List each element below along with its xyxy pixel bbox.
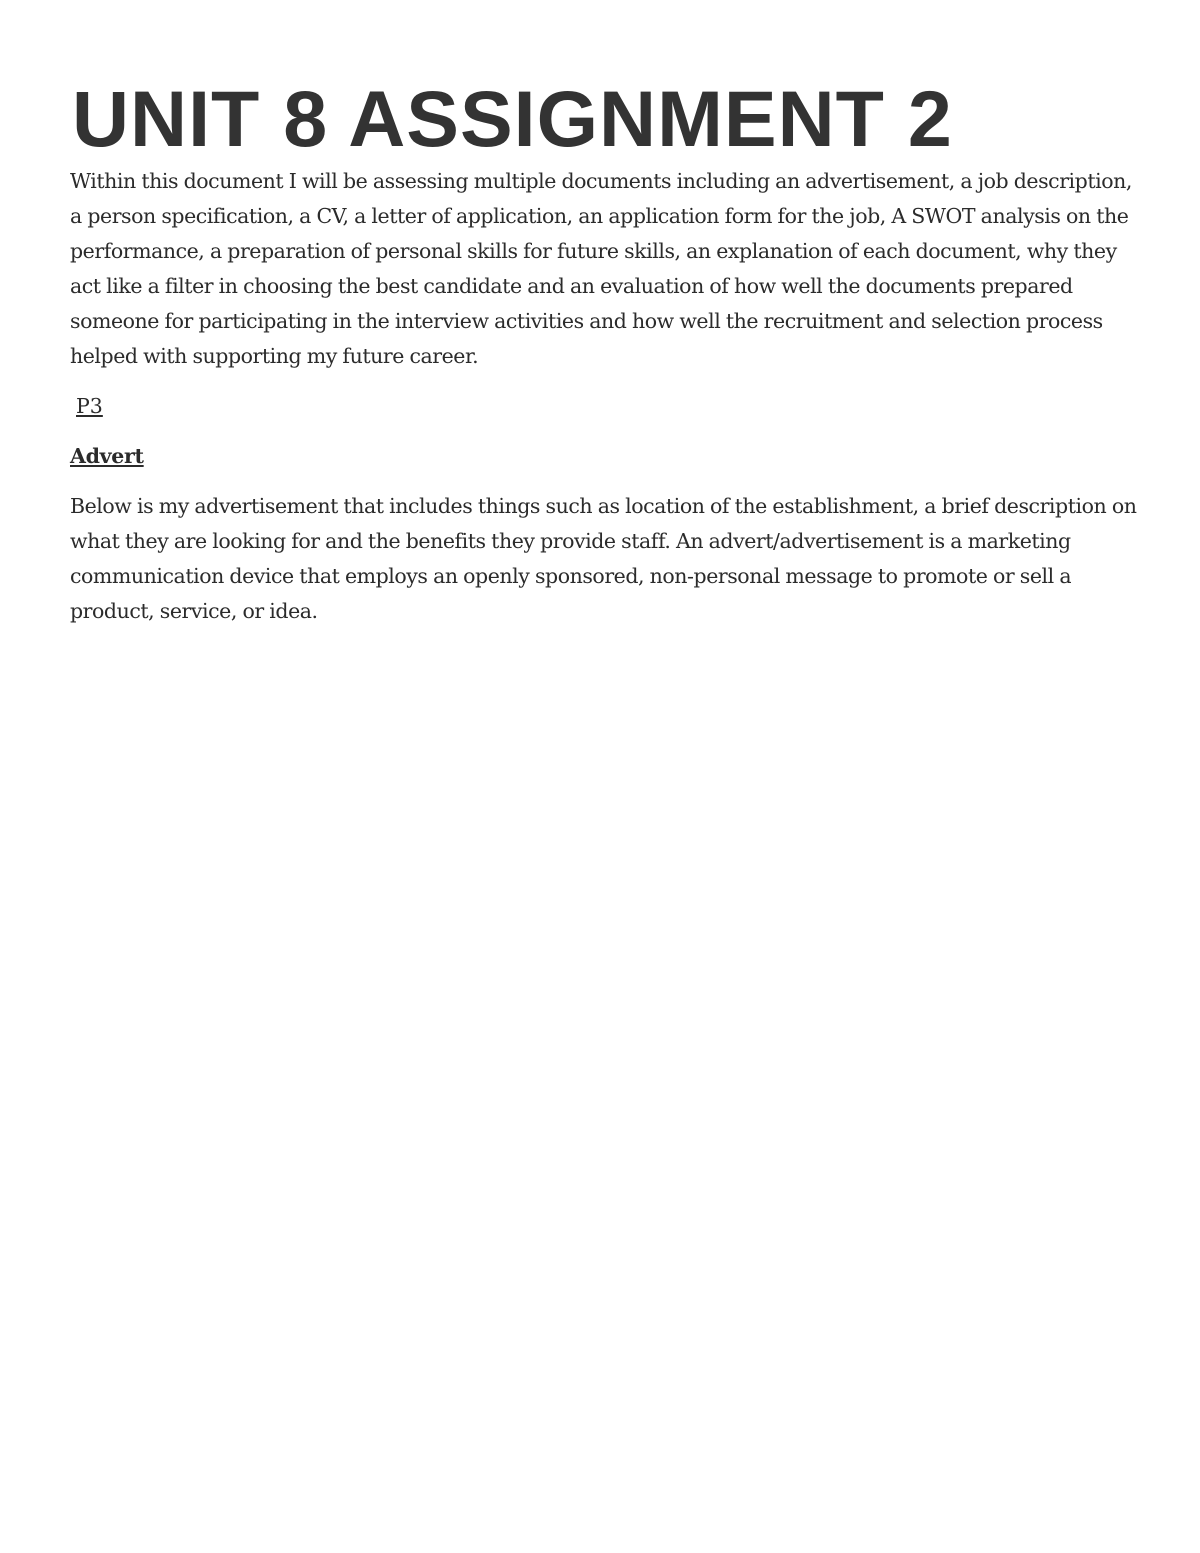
section-body-paragraph: Below is my advertisement that includes things such as location of the establishment, a brief description on what they are looking for and the benefits they provide staff. An advert/advertisement is a marketing communication device that employs an openly sponsored, non-personal message to promote or sell a product, service, or idea.	[70, 494, 1137, 623]
document-title: UNIT 8 ASSIGNMENT 2	[72, 74, 953, 163]
document-content	[70, 74, 1140, 629]
section-label: P3	[76, 394, 103, 418]
section-heading: Advert	[70, 444, 144, 468]
intro-paragraph: Within this document I will be assessing multiple documents including an advertisement, a job description, a person specification, a CV, a letter of application, an application form for the job, A SWOT analysis on the performance, a preparation of personal skills for future skills, an explanation of each document, why they act like a filter in choosing the best candidate and an evaluation of how well the documents prepared someone for participating in the interview activities and how well the recruitment and selection process helped with supporting my future career.	[70, 169, 1132, 368]
